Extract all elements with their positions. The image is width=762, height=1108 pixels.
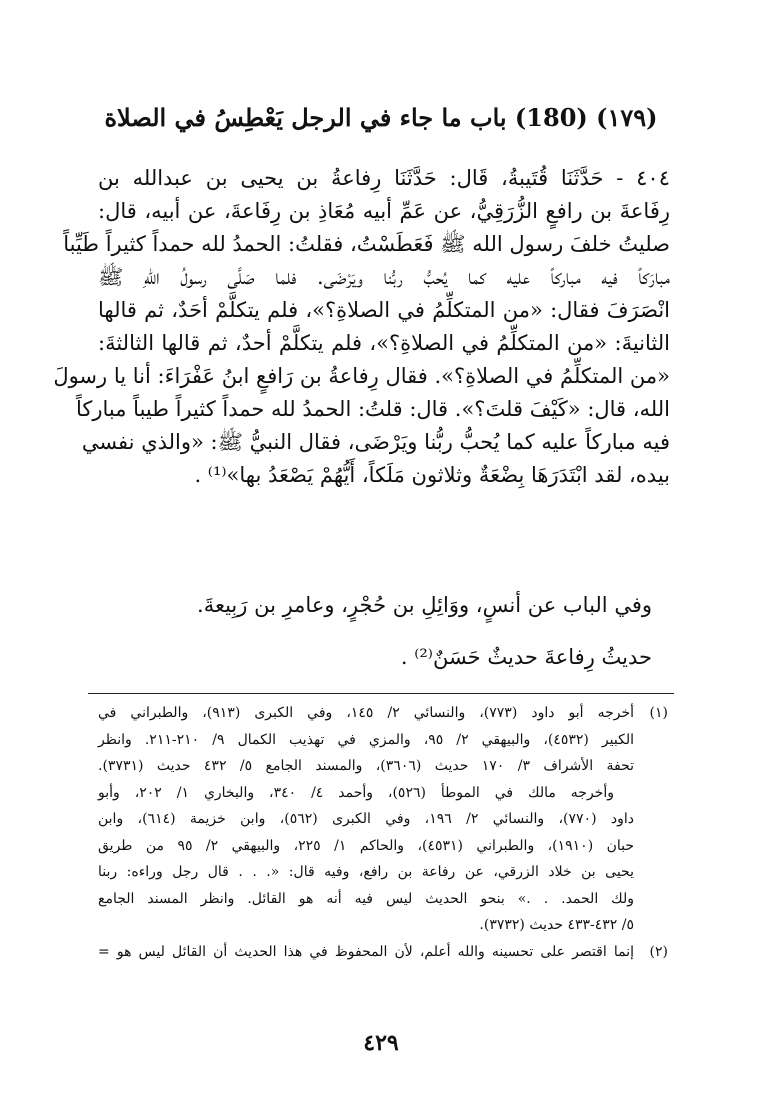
hadith-line: الثانيةَ: «من المتكلِّمُ في الصلاةِ؟»، فلم يتكلَّمْ أحدٌ، ثم قالها الثالثةَ: xyxy=(98,331,670,355)
hadith-text xyxy=(53,162,670,492)
hadith-line: بيده، لقد ابْتَدَرَهَا بِضْعَةٌ وثلاثون مَلَكاً، أَيُّهُمْ يَصْعَدُ بها»⁽¹⁾ . xyxy=(194,463,670,487)
footnote-line: أخرجه أبو داود (٧٧٣)، والنسائي ٢/ ١٤٥، وفي الكبرى (٩١٣)، والطبراني في xyxy=(98,705,635,721)
footnote-body xyxy=(98,939,634,966)
hadith-line: فيه مباركاً عليه كما يُحبُّ ربُّنا ويَرْضَى، فقال النبيُّ ﷺ: «والذي نفسي xyxy=(81,430,670,454)
hadith-line: رِفَاعةَ بن رافعٍ الزُّرَقِيُّ، عن عَمِّ أبيه مُعَاذِ بن رِفَاعةَ، عن أبيه، قال: xyxy=(98,199,670,223)
page-number: ٤٢٩ xyxy=(363,1030,399,1056)
footnote-line: الكبير (٤٥٣٢)، والبيهقي ٢/ ٩٥، والمزي في تهذيب الكمال ٩/ ٢١٠-٢١١. وانظر xyxy=(98,731,634,748)
footnote-line: ولك الحمد. . .» بنحو الحديث ليس فيه أنه هو القائل. وانظر المسند الجامع xyxy=(98,890,634,907)
hadith-line: صليتُ خلفَ رسول الله ﷺ فَعَطَسْتُ، فقلتُ: الحمدُ لله حمداً كثيراً طَيِّباً xyxy=(63,232,670,256)
footnote-line: وأخرجه مالك في الموطأ (٥٢٦)، وأحمد ٤/ ٣٤٠، والبخاري ١/ ٢٠٢، وأبو xyxy=(98,784,614,801)
footnote-divider xyxy=(88,693,674,694)
footnote-line: يحيى بن خلاد الزرقي، عن رفاعة بن رافع، وفيه قال: «. . . قال رجل وراءه: ربنا xyxy=(98,864,634,880)
chapter-title: (١٧٩) (180) باب ما جاء في الرجل يَعْطِسُ في الصلاة xyxy=(104,103,658,132)
hadith-line: انْصَرَفَ فقال: «من المتكلِّمُ في الصلاةِ؟»، فلم يتكلَّمْ أحَدٌ، ثم قالها xyxy=(98,298,670,322)
hadith-grading: حديثُ رِفاعةَ حديثٌ حَسَنٌ⁽²⁾ . xyxy=(400,645,652,669)
footnote-body xyxy=(98,700,634,939)
footnote-number: (٢) xyxy=(649,943,668,960)
footnote-number: (١) xyxy=(649,705,668,721)
footnote-2 xyxy=(98,939,668,966)
chapter-related-narrations: وفي الباب عن أنسٍ، ووَائِلِ بن حُجْرٍ، وعامرِ بن رَبِيعةَ. xyxy=(197,593,652,617)
footnote-line: تحفة الأشراف ٣/ ١٧٠ حديث (٣٦٠٦)، والمسند الجامع ٥/ ٤٣٢ حديث (٣٧٣١). xyxy=(98,758,635,774)
footnote-line: حبان (١٩١٠)، والطبراني (٤٥٣١)، والحاكم ١/ ٢٢٥، والبيهقي ٢/ ٩٥ من طريق xyxy=(98,837,635,854)
hadith-line: الله، قال: «كَيْفَ قلتَ؟». قال: قلتُ: الحمدُ لله حمداً كثيراً طيباً مباركاً xyxy=(75,397,670,421)
hadith-line: «من المتكلِّمُ في الصلاةِ؟». فقال رِفاعةُ بن رَافعٍ ابنُ عَفْرَاءَ: أنا يا رسولَ xyxy=(53,364,670,388)
footnote-line: داود (٧٧٠)، والنسائي ٢/ ١٩٦، وفي الكبرى (٥٦٢)، وابن خزيمة (٦١٤)، وابن xyxy=(98,811,635,827)
hadith-line: مبارَكاً فيه مباركاً عليه كما يُحبُّ ربُّنا ويَرْضَى. فلما صَلَّى رسولُ اللهِ ﷺ xyxy=(98,265,670,289)
footnote-line: ٥/ ٤٣٢-٤٣٣ حديث (٣٧٣٢). xyxy=(479,917,634,933)
footnotes xyxy=(98,700,668,965)
footnote-1 xyxy=(98,700,668,939)
hadith-line: ٤٠٤ - حَدَّثَنَا قُتَيبةُ، قَال: حَدَّثَنَا رِفاعةُ بن يحيى بن عبدالله بن xyxy=(98,166,670,190)
footnote-line: إنما اقتصر على تحسينه والله أعلم، لأن المحفوظ في هذا الحديث أن القائل ليس هو = xyxy=(98,943,634,960)
